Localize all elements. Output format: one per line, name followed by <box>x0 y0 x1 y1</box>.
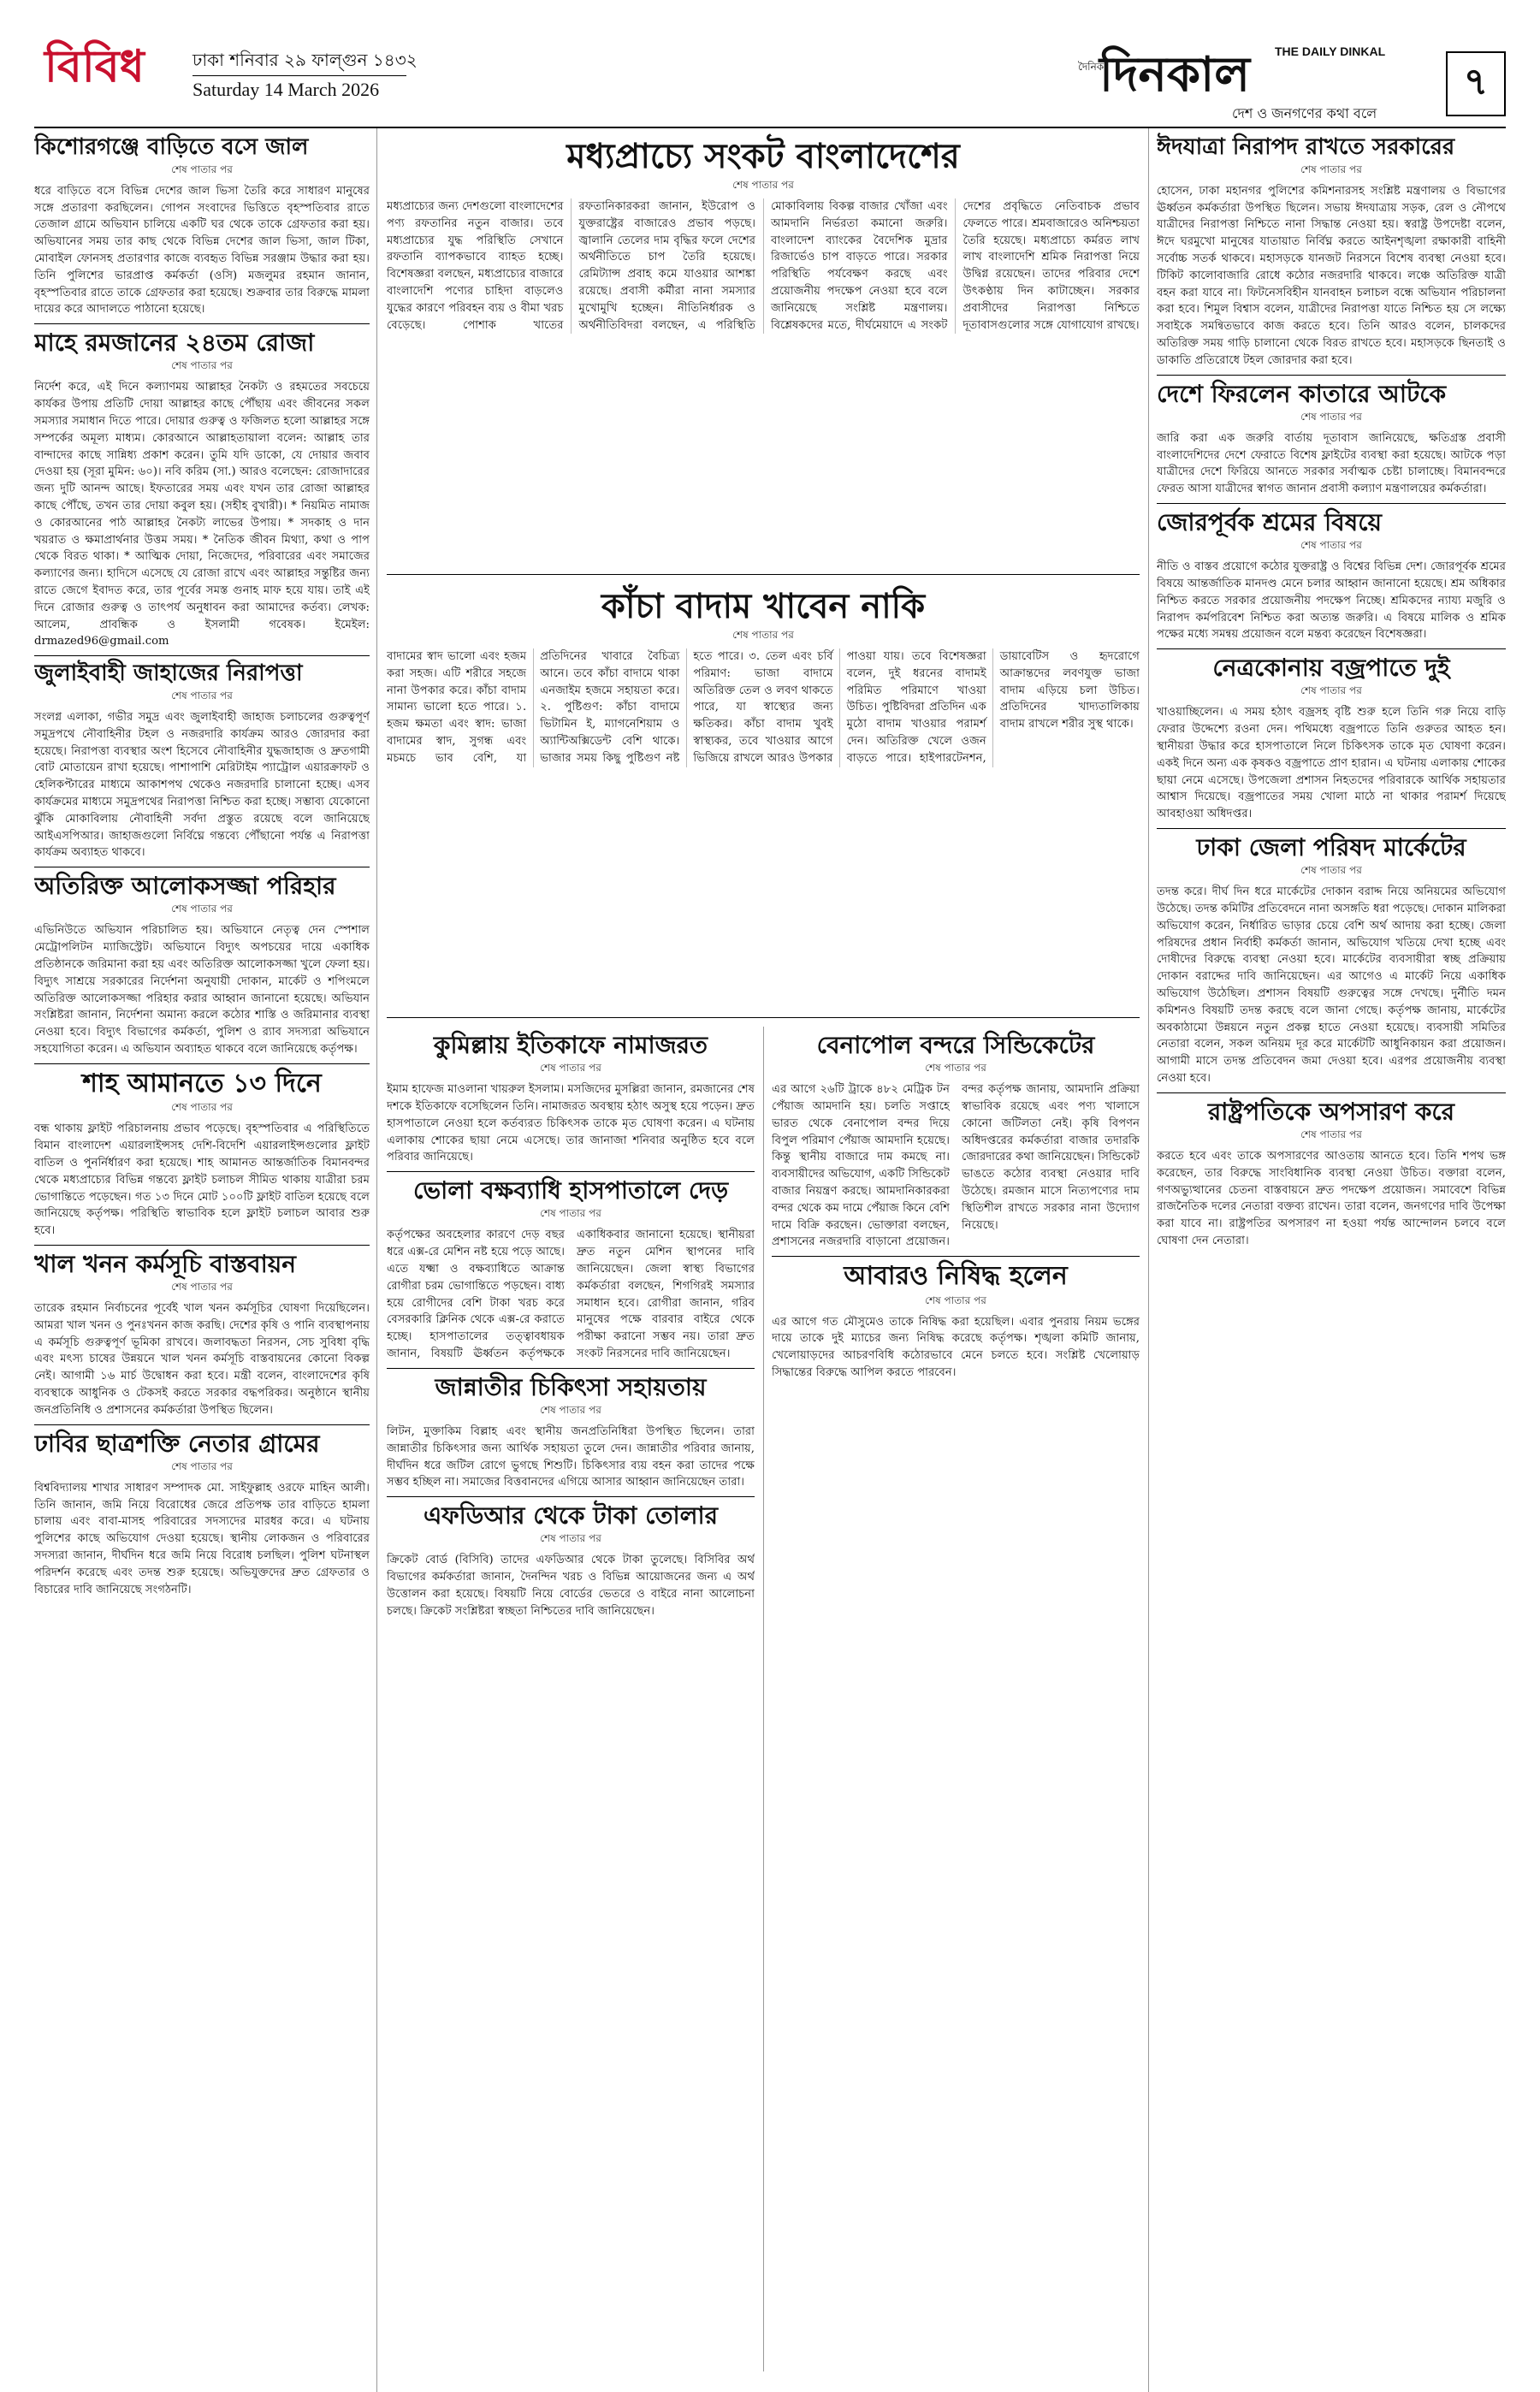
article-body: বন্ধ থাকায় ফ্লাইট পরিচালনায় প্রভাব পড়েছে। বৃহস্পতিবার এ পরিস্থিতিতে বিমান বাংলাদেশ এয়ারলাইন্সসহ দেশি-বিদেশি এয়ারলাইন্সগুলোর ফ্লাইট বাতিল ও পুনর্নির্ধারণ করা হয়েছে। শাহ আমানত আন্তর্জাতিক বিমানবন্দর থেকে মধ্যপ্রাচ্যের বিভিন্ন গন্তব্যে ফ্লাইট চলাচল সীমিত থাকায় যাত্রীরা চরম ভোগান্তিতে পড়েছেন। গত ১৩ দিনে মোট ১০০টি ফ্লাইট বাতিল হয়েছে বলে জানিয়েছে কর্তৃপক্ষ। পরিস্থিতি স্বাভাবিক হলে ফ্লাইট চলাচল আবার শুরু হবে। <box>34 1122 370 1238</box>
byline: শেষ পাতার পর <box>171 1459 233 1472</box>
headline: দেশে ফিরলেন কাতারে আটকে <box>1157 379 1447 408</box>
date-bengali: ঢাকা শনিবার ২৯ ফাল্গুন ১৪৩২ <box>192 50 418 70</box>
article-body: এর আগে গত মৌসুমেও তাকে নিষিদ্ধ করা হয়েছিল। এবার পুনরায় নিয়ম ভঙ্গের দায়ে তাকে দুই ম্যাচের জন্য নিষিদ্ধ করেছে কর্তৃপক্ষ। শৃঙ্খলা কমিটি জানায়, খেলোয়াড়দের আচরণবিধি কঠোরভাবে মেনে চলতে হবে। সংশ্লিষ্ট খেলোয়াড় সিদ্ধান্তের বিরুদ্ধে আপিল করতে পারবেন। <box>772 1315 1140 1380</box>
article-body: হোসেন, ঢাকা মহানগর পুলিশের কমিশনারসহ সংশ্লিষ্ট মন্ত্রণালয় ও বিভাগের ঊর্ধ্বতন কর্মকর্তারা উপস্থিত ছিলেন। সভায় ঈদযাত্রায় সড়ক, রেল ও নৌপথে যাত্রীদের নিরাপত্তা নিশ্চিতে নানা সিদ্ধান্ত নেওয়া হয়। স্বরাষ্ট্র উপদেষ্টা বলেন, ঈদে ঘরমুখো মানুষের যাতায়াত নির্বিঘ্ন করতে আইনশৃঙ্খলা রক্ষাকারী বাহিনী সর্বোচ্চ সতর্ক থাকবে। মহাসড়কে যানজট নিরসনে বিশেষ ব্যবস্থা নেওয়া হবে। টিকিট কালোবাজারি রোধে কঠোর নজরদারি থাকবে। লঞ্চে অতিরিক্ত যাত্রী বহন করা যাবে না। ফিটনেসবিহীন যানবাহন চলাচল বন্ধে অভিযান পরিচালনা করা হবে। শিমুল বিশ্বাস বলেন, যাত্রীদের নিরাপত্তা যাতে নিশ্চিত হয় সে লক্ষ্যে সবাইকে সমন্বিতভাবে কাজ করতে হবে। তিনি আরও বলেন, চালকদের অতিরিক্ত সময় গাড়ি চালানো থেকে বিরত রাখতে হবে। মহাসড়কে ছিনতাই ও ডাকাতি প্রতিরোধে টহল জোরদার করা হবে। <box>1157 184 1506 367</box>
byline: শেষ পাতার পর <box>171 163 233 175</box>
headline: খাল খনন কর্মসূচি বাস্তবায়ন <box>34 1249 296 1278</box>
page-number-box <box>1446 51 1506 116</box>
article-body: লিটন, মুক্তাকিম বিল্লাহ এবং স্থানীয় জনপ্রতিনিধিরা উপস্থিত ছিলেন। তারা জান্নাতীর চিকিৎসার জন্য আর্থিক সহায়তা তুলে দেন। জান্নাতীর পরিবার জানায়, দীর্ঘদিন ধরে জটিল রোগে ভুগছে শিশুটি। চিকিৎসার ব্যয় বহন করা তাদের পক্ষে সম্ভব হচ্ছিল না। সমাজের বিত্তবানদের এগিয়ে আসার আহ্বান জানিয়েছেন তারা। <box>387 1424 755 1489</box>
byline: শেষ পাতার পর <box>1300 684 1362 697</box>
article-fdr <box>387 1502 755 1619</box>
article-netrokona <box>1157 654 1506 829</box>
article-body: করতে হবে এবং তাকে অপসারণের আওতায় আনতে হবে। তিনি শপথ ভঙ্গ করেছেন, তার বিরুদ্ধে সাংবিধানিক ব্যবস্থা নেওয়া উচিত। বক্তারা বলেন, গণঅভ্যুত্থানের চেতনা বাস্তবায়নে দ্রুত পদক্ষেপ প্রয়োজন। সমাবেশে বিভিন্ন রাজনৈতিক দলের নেতারা বক্তব্য রাখেন। তারা বলেন, জনগণের দাবি উপেক্ষা করা যাবে না। রাষ্ট্রপতির অপসারণ না হওয়া পর্যন্ত আন্দোলন চলবে বলে ঘোষণা দেন নেতারা। <box>1157 1149 1506 1247</box>
paper-small-label: দৈনিক <box>1078 61 1105 73</box>
byline: শেষ পাতার পর <box>1300 539 1362 552</box>
section-label: বিবিধ <box>44 41 145 92</box>
article-body: ইমাম হাফেজ মাওলানা খায়রুল ইসলাম। মসজিদের মুসল্লিরা জানান, রমজানের শেষ দশকে ইতিকাফে বসেছিলেন তিনি। নামাজরত অবস্থায় হঠাৎ অসুস্থ হয়ে পড়েন। দ্রুত হাসপাতালে নেওয়া হলে কর্তব্যরত চিকিৎসক তাকে মৃত ঘোষণা করেন। এ ঘটনায় এলাকায় শোকের ছায়া নেমে এসেছে। তার জানাজা শনিবার অনুষ্ঠিত হবে বলে পরিবার জানিয়েছে। <box>387 1083 755 1164</box>
headline: জোরপূর্বক শ্রমের বিষয়ে <box>1157 508 1382 537</box>
byline: শেষ পাতার পর <box>1300 1128 1362 1140</box>
article-shah-amanat <box>34 1069 370 1246</box>
article-body: খাওয়াচ্ছিলেন। এ সময় হঠাৎ বজ্রসহ বৃষ্টি শুরু হলে তিনি গরু নিয়ে বাড়ি ফেরার উদ্দেশ্যে রওনা দেন। পথিমধ্যে বজ্রপাতে তিনি গুরুতর আহত হন। স্থানীয়রা উদ্ধার করে হাসপাতালে নিলে চিকিৎসক তাকে মৃত ঘোষণা করেন। একই দিনে অন্য এক কৃষকও বজ্রপাতে প্রাণ হারান। এ ঘটনায় এলাকায় শোকের ছায়া নেমে এসেছে। উপজেলা প্রশাসন নিহতদের পরিবারকে আর্থিক সহায়তার আশ্বাস দিয়েছে। বজ্রপাতের সময় খোলা মাঠে না থাকার পরামর্শ দিয়েছে আবহাওয়া অধিদপ্তর। <box>1157 706 1506 821</box>
headline: মধ্যপ্রাচ্যে সংকট বাংলাদেশের <box>566 137 960 176</box>
byline: শেষ পাতার পর <box>540 1207 601 1220</box>
headline: এফডিআর থেকে টাকা তোলার <box>424 1501 718 1531</box>
article-canal <box>34 1251 370 1425</box>
article-kishoreganj <box>34 135 370 324</box>
headline: ঈদযাত্রা নিরাপদ রাখতে সরকারের <box>1157 134 1455 160</box>
byline: শেষ পাতার পর <box>540 1062 601 1075</box>
headline: মাহে রমজানের ২৪তম রোজা <box>34 329 315 358</box>
article-body: নীতি ও বাস্তব প্রয়োগে কঠোর যুক্তরাষ্ট্র ও বিশ্বের বিভিন্ন দেশ। জোরপূর্বক শ্রমের বিষয়ে আন্তর্জাতিক মানদণ্ড মেনে চলার আহ্বান জানানো হয়েছে। শ্রম অধিকার নিশ্চিত করতে সরকার প্রয়োজনীয় পদক্ষেপ নিচ্ছে। শ্রমিকদের ন্যায্য মজুরি ও নিরাপদ কর্মপরিবেশ নিশ্চিত করা অত্যন্ত জরুরি। এ বিষয়ে মালিক ও শ্রমিক পক্ষের মধ্যে সমন্বয় প্রয়োজন বলে মন্তব্য করেছেন বিশেষজ্ঞরা। <box>1157 560 1506 642</box>
headline: জান্নাতীর চিকিৎসা সহায়তায় <box>435 1372 707 1401</box>
headline: জুলাইবাহী জাহাজের নিরাপত্তা <box>34 660 303 687</box>
headline: শাহ আমানতে ১৩ দিনে <box>82 1068 322 1098</box>
byline: শেষ পাতার পর <box>1300 410 1362 423</box>
headline: কাঁচা বাদাম খাবেন নাকি <box>601 587 926 626</box>
article-dhaka-market <box>1157 834 1506 1093</box>
headline: কুমিল্লায় ইতিকাফে নামাজরত <box>433 1031 708 1059</box>
article-forced-labor <box>1157 509 1506 649</box>
headline: নেত্রকোনায় বজ্রপাতে দুই <box>1212 654 1450 683</box>
article-body: কর্তৃপক্ষের অবহেলার কারণে দেড় বছর ধরে এক্স-রে মেশিন নষ্ট হয়ে পড়ে আছে। এতে যক্ষ্মা ও বক্ষব্যাধিতে আক্রান্ত রোগীরা চরম ভোগান্তিতে পড়ছেন। বাধ্য হয়ে রোগীদের বেশি টাকা খরচ করে বেসরকারি ক্লিনিক থেকে এক্স-রে করাতে হচ্ছে। হাসপাতালের তত্ত্বাবধায়ক জানান, বিষয়টি ঊর্ধ্বতন কর্তৃপক্ষকে একাধিকবার জানানো হয়েছে। স্থানীয়রা দ্রুত নতুন মেশিন স্থাপনের দাবি জানিয়েছেন। জেলা স্বাস্থ্য বিভাগের কর্মকর্তারা বলছেন, শিগগিরই সমস্যার সমাধান হবে। রোগীরা জানান, গরিব মানুষের পক্ষে বারবার বাইরে থেকে পরীক্ষা করানো সম্ভব নয়। তারা দ্রুত সংকট নিরসনের দাবি জানিয়েছেন। <box>387 1229 755 1360</box>
center-right-column <box>772 1027 1140 2371</box>
article-jannati <box>387 1374 755 1497</box>
paper-logo: দিনকাল <box>1099 47 1251 103</box>
byline: শেষ পাতার পর <box>1300 163 1362 175</box>
byline: শেষ পাতার পর <box>171 690 233 702</box>
paper-tagline: দেশ ও জনগণের কথা বলে <box>1232 105 1377 121</box>
byline: শেষ পাতার পর <box>171 903 233 915</box>
article-benapole <box>772 1032 1140 1257</box>
page-number: ৭ <box>1463 59 1489 104</box>
article-body: এর আগে ২৬টি ট্রাকে ৪৮২ মেট্রিক টন পেঁয়াজ আমদানি হয়। চলতি সপ্তাহে ভারত থেকে বেনাপোল বন্দর দিয়ে বিপুল পরিমাণ পেঁয়াজ আমদানি হয়েছে। কিন্তু স্থানীয় বাজারে দাম কমছে না। ব্যবসায়ীদের অভিযোগ, একটি সিন্ডিকেট বাজার নিয়ন্ত্রণ করছে। আমদানিকারকরা বন্দর থেকে কম দামে পেঁয়াজ কিনে বেশি দামে বিক্রি করছেন। ভোক্তারা বলছেন, প্রশাসনের নজরদারি বাড়ানো প্রয়োজন। বন্দর কর্তৃপক্ষ জানায়, আমদানি প্রক্রিয়া স্বাভাবিক রয়েছে এবং পণ্য খালাসে কোনো জটিলতা নেই। কৃষি বিপণন অধিদপ্তরের কর্মকর্তারা বাজার তদারকি জোরদারের কথা জানিয়েছেন। সিন্ডিকেট ভাঙতে কঠোর ব্যবস্থা নেওয়ার দাবি উঠেছে। রমজান মাসে নিত্যপণ্যের দাম স্থিতিশীল রাখতে সরকার নানা উদ্যোগ নিয়েছে। <box>772 1083 1140 1249</box>
byline: শেষ পাতার পর <box>925 1062 986 1075</box>
headline: বেনাপোল বন্দরে সিন্ডিকেটের <box>816 1031 1095 1059</box>
byline: শেষ পাতার পর <box>1300 864 1362 877</box>
article-banned <box>772 1262 1140 1382</box>
center-badam <box>387 582 1140 1018</box>
byline: শেষ পাতার পর <box>171 359 233 372</box>
byline: শেষ পাতার পর <box>732 629 794 641</box>
headline: কিশোরগঞ্জে বাড়িতে বসে জাল <box>34 134 309 160</box>
headline: রাষ্ট্রপতিকে অপসারণ করে <box>1207 1097 1455 1126</box>
article-ramadan-24 <box>34 329 370 656</box>
byline: শেষ পাতার পর <box>732 179 794 191</box>
center-left-column <box>387 1027 755 2371</box>
right-column <box>1157 130 1506 2371</box>
byline: শেষ পাতার পর <box>925 1294 986 1306</box>
article-body: জারি করা এক জরুরি বার্তায় দূতাবাস জানিয়েছে, ক্ষতিগ্রস্ত প্রবাসী বাংলাদেশিদের দেশে ফেরাতে বিশেষ ফ্লাইটের ব্যবস্থা করা হয়েছে। আটকে পড়া যাত্রীদের দেশে ফিরিয়ে আনতে সরকার সর্বাত্মক চেষ্টা চালাচ্ছে। বিমানবন্দরে ফেরত আসা যাত্রীদের স্বাগত জানান প্রবাসী কল্যাণ মন্ত্রণালয়ের কর্মকর্তারা। <box>1157 431 1506 496</box>
article-body: বাদামের স্বাদ ভালো এবং হজম করা সহজ। এটি শরীরে সহজে নানা উপকার করে। কাঁচা বাদাম সামান্য ভালো হতে পারে। ১. হজম ক্ষমতা এবং স্বাদ: ভাজা বাদামের স্বাদ, সুগন্ধ এবং মচমচে ভাব বেশি, যা প্রতিদিনের খাবারে বৈচিত্র্য আনে। তবে কাঁচা বাদামে থাকা এনজাইম হজমে সহায়তা করে। ২. পুষ্টিগুণ: কাঁচা বাদামে ভিটামিন ই, ম্যাগনেশিয়াম ও অ্যান্টিঅক্সিডেন্ট বেশি থাকে। ভাজার সময় কিছু পুষ্টিগুণ নষ্ট হতে পারে। ৩. তেল এবং চর্বি পরিমাণ: ভাজা বাদামে অতিরিক্ত তেল ও লবণ থাকতে পারে, যা স্বাস্থ্যের জন্য ক্ষতিকর। কাঁচা বাদাম খুবই স্বাস্থ্যকর, তবে খাওয়ার আগে ভিজিয়ে রাখলে আরও উপকার পাওয়া যায়। তবে বিশেষজ্ঞরা বলেন, দুই ধরনের বাদামই পরিমিত পরিমাণে খাওয়া উচিত। পুষ্টিবিদরা প্রতিদিন এক মুঠো বাদাম খাওয়ার পরামর্শ দেন। অতিরিক্ত খেলে ওজন বাড়তে পারে। হাইপারটেনশন, ডায়াবেটিস ও হৃদরোগে আক্রান্তদের লবণযুক্ত ভাজা বাদাম এড়িয়ে চলা উচিত। প্রতিদিনের খাদ্যতালিকায় বাদাম রাখলে শরীর সুস্থ থাকে। <box>387 650 1140 765</box>
article-body: সংলগ্ন এলাকা, গভীর সমুদ্র এবং জুলাইবাহী জাহাজ চলাচলের গুরুত্বপূর্ণ সমুদ্রপথে নৌবাহিনীর টহল ও নজরদারি কার্যক্রম আরও জোরদার করা হয়েছে। নিরাপত্তা ব্যবস্থার অংশ হিসেবে নৌবাহিনীর যুদ্ধজাহাজ ও দ্রুতগামী বোট মোতায়েন রাখা হয়েছে। পাশাপাশি মেরিটাইম প্যাট্রোল এয়ারক্রাফট ও হেলিকপ্টারের মাধ্যমে আকাশপথ থেকেও নজরদারি চালানো হচ্ছে। এসব কার্যক্রমের মাধ্যমে সমুদ্রপথের নিরাপত্তা নিশ্চিত করা হচ্ছে। সম্ভাব্য যেকোনো ঝুঁকি মোকাবিলায় নৌবাহিনী সর্বদা প্রস্তুত রয়েছে বলে জানিয়েছে আইএসপিআর। জাহাজগুলো নির্বিঘ্নে গন্তব্যে পৌঁছানো পর্যন্ত এ নিরাপত্তা কার্যক্রম অব্যাহত থাকবে। <box>34 711 370 860</box>
article-du-leader <box>34 1430 370 1599</box>
headline: আবারও নিষিদ্ধ হলেন <box>844 1261 1068 1292</box>
paper-english-name: THE DAILY DINKAL <box>1275 44 1386 58</box>
date-english: Saturday 14 March 2026 <box>192 79 380 100</box>
article-lighting <box>34 873 370 1064</box>
headline: অতিরিক্ত আলোকসজ্জা পরিহার <box>34 872 336 901</box>
article-body: এভিনিউতে অভিযান পরিচালিত হয়। অভিযানে নেতৃত্ব দেন স্পেশাল মেট্রোপলিটন ম্যাজিস্ট্রেট। অভিযানে বিদ্যুৎ অপচয়ের দায়ে একাধিক প্রতিষ্ঠানকে জরিমানা করা হয় এবং অতিরিক্ত আলোকসজ্জা খুলে ফেলা হয়। বিদ্যুৎ সাশ্রয়ে সরকারের নির্দেশনা অনুযায়ী দোকান, মার্কেট ও শপিংমলে অতিরিক্ত আলোকসজ্জা পরিহার করার আহ্বান জানানো হয়েছে। অভিযান সংশ্লিষ্টরা জানান, নির্দেশনা অমান্য করলে কঠোর শাস্তি ও জরিমানার ব্যবস্থা নেওয়া হবে। বিদ্যুৎ বিভাগের কর্মকর্তা, পুলিশ ও র‍্যাব সদস্যরা অভিযানে সহযোগিতা করেন। এ অভিযান অব্যাহত থাকবে বলে জানিয়েছে কর্তৃপক্ষ। <box>34 924 370 1057</box>
article-body: বিশ্ববিদ্যালয় শাখার সাধারণ সম্পাদক মো. সাইফুল্লাহ ওরফে মাহিন আলী। তিনি জানান, জমি নিয়ে বিরোধের জেরে প্রতিপক্ষ তার বাড়িতে হামলা চালায় এবং বাবা-মাসহ পরিবারের সদস্যদের মারধর করে। এ ঘটনায় পুলিশের কাছে অভিযোগ দেওয়া হয়েছে। স্থানীয় লোকজন ও পরিবারের সদস্যরা জানান, দীর্ঘদিন ধরে জমি নিয়ে বিরোধ চলছিল। পুলিশ ঘটনাস্থল পরিদর্শন করেছে এবং তদন্ত শুরু হয়েছে। অভিযুক্তদের দ্রুত গ্রেফতার ও বিচারের দাবি জানিয়েছে সংগঠনটি। <box>34 1481 370 1596</box>
byline: শেষ পাতার পর <box>171 1101 233 1114</box>
article-body: মধ্যপ্রাচ্যের জন্য দেশগুলো বাংলাদেশের পণ্য রফতানির নতুন বাজার। তবে মধ্যপ্রাচ্যের যুদ্ধ পরিস্থিতি সেখানে রফতানি ব্যাপকভাবে ব্যাহত হচ্ছে। বিশেষজ্ঞরা বলছেন, মধ্যপ্রাচ্যের বাজারে বাংলাদেশি পণ্যের চাহিদা বাড়লেও যুদ্ধের কারণে পরিবহন ব্যয় ও বীমা খরচ বেড়েছে। পোশাক খাতের রফতানিকারকরা জানান, ইউরোপ ও যুক্তরাষ্ট্রের বাজারেও প্রভাব পড়ছে। জ্বালানি তেলের দাম বৃদ্ধির ফলে দেশের অর্থনীতিতে চাপ তৈরি হয়েছে। রেমিট্যান্স প্রবাহ কমে যাওয়ার আশঙ্কা রয়েছে। প্রবাসী কর্মীরা নানা সমস্যার মুখোমুখি হচ্ছেন। নীতিনির্ধারক ও অর্থনীতিবিদরা বলছেন, এ পরিস্থিতি মোকাবিলায় বিকল্প বাজার খোঁজা এবং আমদানি নির্ভরতা কমানো জরুরি। বাংলাদেশ ব্যাংকের বৈদেশিক মুদ্রার রিজার্ভেও চাপ বাড়তে পারে। সরকার পরিস্থিতি পর্যবেক্ষণ করছে এবং প্রয়োজনীয় পদক্ষেপ নেওয়া হবে বলে জানিয়েছে সংশ্লিষ্ট মন্ত্রণালয়। বিশ্লেষকদের মতে, দীর্ঘমেয়াদে এ সংকট দেশের প্রবৃদ্ধিতে নেতিবাচক প্রভাব ফেলতে পারে। শ্রমবাজারেও অনিশ্চয়তা তৈরি হয়েছে। মধ্যপ্রাচ্যে কর্মরত লাখ লাখ বাংলাদেশি শ্রমিক নিরাপত্তা নিয়ে উদ্বিগ্ন রয়েছেন। তাদের পরিবার দেশে উৎকণ্ঠায় দিন কাটাচ্ছেন। সরকার প্রবাসীদের নিরাপত্তা নিশ্চিতে দূতাবাসগুলোর সঙ্গে যোগাযোগ রাখছে। <box>387 200 1140 332</box>
article-body: ক্রিকেট বোর্ড (বিসিবি) তাদের এফডিআর থেকে টাকা তুলেছে। বিসিবির অর্থ বিভাগের কর্মকর্তারা জানান, দৈনন্দিন খরচ ও বিভিন্ন আয়োজনের জন্য এ অর্থ উত্তোলন করা হয়েছে। বিষয়টি নিয়ে বোর্ডের ভেতরে ও বাইরে নানা আলোচনা চলছে। ক্রিকেট সংশ্লিষ্টরা স্বচ্ছতা নিশ্চিতের দাবি জানিয়েছেন। <box>387 1554 755 1618</box>
left-column <box>34 130 370 2371</box>
headline: ভোলা বক্ষব্যাধি হাসপাতালে দেড় <box>412 1176 729 1205</box>
article-president <box>1157 1098 1506 1250</box>
article-comilla <box>387 1032 755 1172</box>
article-bhola <box>387 1177 755 1369</box>
byline: শেষ পাতার পর <box>540 1532 601 1545</box>
article-body: তদন্ত করে। দীর্ঘ দিন ধরে মার্কেটের দোকান বরাদ্দ নিয়ে অনিয়মের অভিযোগ উঠেছে। তদন্ত কমিটির প্রতিবেদনে নানা অসঙ্গতি ধরা পড়েছে। দোকান মালিকরা অভিযোগ করেন, নির্ধারিত ভাড়ার চেয়ে বেশি অর্থ আদায় করা হচ্ছে। জেলা পরিষদের প্রধান নির্বাহী কর্মকর্তা জানান, অভিযোগ খতিয়ে দেখা হচ্ছে এবং দোষীদের বিরুদ্ধে ব্যবস্থা নেওয়া হবে। মার্কেটের ব্যবসায়ীরা স্বচ্ছ প্রক্রিয়ায় দোকান বরাদ্দের দাবি জানিয়েছেন। এর আগেও এ মার্কেট নিয়ে একাধিক অভিযোগ উঠেছিল। প্রশাসন বিষয়টি গুরুত্বের সঙ্গে দেখছে। দুর্নীতি দমন কমিশনও বিষয়টি তদন্ত করছে বলে জানা গেছে। কর্তৃপক্ষ জানায়, মার্কেটের অবকাঠামো উন্নয়নে নতুন প্রকল্প হাতে নেওয়া হয়েছে। ব্যবসায়ী সমিতির নেতারা বলেন, সকল অনিয়ম দূর করে মার্কেটটি আধুনিকায়ন করা প্রয়োজন। আগামী মাসে তদন্ত প্রতিবেদন জমা দেওয়া হবে। এরপর প্রয়োজনীয় ব্যবস্থা নেওয়া হবে। <box>1157 885 1506 1085</box>
article-eid-travel <box>1157 135 1506 376</box>
headline: ঢাকা জেলা পরিষদ মার্কেটের <box>1196 832 1466 861</box>
byline: শেষ পাতার পর <box>540 1403 601 1416</box>
center-top <box>387 130 1140 575</box>
masthead <box>34 41 1506 128</box>
headline: ঢাবির ছাত্রশক্তি নেতার গ্রামের <box>34 1429 320 1458</box>
article-qatar <box>1157 381 1506 504</box>
article-body: তারেক রহমান নির্বাচনের পূর্বেই খাল খনন কর্মসূচির ঘোষণা দিয়েছিলেন। আমরা খাল খনন ও পুনঃখনন কাজ করছি। দেশের কৃষি ও পানি ব্যবস্থাপনায় এ কর্মসূচি গুরুত্বপূর্ণ ভূমিকা রাখবে। জলাবদ্ধতা নিরসন, সেচ সুবিধা বৃদ্ধি এবং মৎস্য চাষের উন্নয়নে খাল খনন কর্মসূচি বাস্তবায়নের কোনো বিকল্প নেই। আগামী ১৬ মার্চ উদ্বোধন করা হবে। মন্ত্রী বলেন, বাংলাদেশের কৃষি ব্যবস্থাকে আধুনিক ও টেকসই করতে সরকার বদ্ধপরিকর। অনুষ্ঠানে স্থানীয় জনপ্রতিনিধি ও প্রশাসনের কর্মকর্তারা উপস্থিত ছিলেন। <box>34 1302 370 1417</box>
article-body: ধরে বাড়িতে বসে বিভিন্ন দেশের জাল ভিসা তৈরি করে সাধারণ মানুষের সঙ্গে প্রতারণা করছিলেন। গোপন সংবাদের ভিত্তিতে বৃহস্পতিবার রাতে তেজাল গ্রামে অভিযান চালিয়ে একটি ঘর থেকে তাকে গ্রেফতার করা হয়। অভিযানের সময় তার কাছ থেকে বিভিন্ন দেশের জাল ভিসা, জাল টিকা, মোবাইল ফোনসহ প্রতারণার কাজে ব্যবহৃত বিভিন্ন সরঞ্জাম উদ্ধার করা হয়। তিনি পুলিশের ভারপ্রাপ্ত কর্মকর্তা (ওসি) মজলুমর রহমান জানান, বৃহস্পতিবার রাতে তাকে গ্রেফতার করা হয়েছে। শুক্রবার তার বিরুদ্ধে মামলা দায়ের করে আদালতে পাঠানো হয়েছে। <box>34 184 370 317</box>
article-ship-security <box>34 661 370 867</box>
article-body: নির্দেশ করে, এই দিনে কল্যাণময় আল্লাহর নৈকট্য ও রহমতের সবচেয়ে কার্যকর উপায় প্রতিটি দোয়া আল্লাহর কাছে পৌঁছায় এবং জীবনের সকল সমস্যার সমাধান দিতে পারে। দোয়ার গুরুত্ব ও ফজিলত হলো আল্লাহর সঙ্গে সম্পর্কের অমূল্য মাধ্যম। কোরআনে আল্লাহতায়ালা বলেন: আল্লাহ তার বান্দাদের কাছে সান্নিধ্য প্রকাশ করেন। তুমি যদি ডাকো, যে দোয়ার জবাব দেওয়া হয় (সূরা মুমিন: ৬০)। নবি করিম (সা.) আরও বলেছেন: রোজাদারের জন্য দুটি আনন্দ আছে। ইফতারের সময় এবং যখন তার রোজা আল্লাহর কাছে পৌঁছে, তখন তার দোয়া কবুল হয়। (সহীহ বুখারী)। * নিয়মিত নামাজ ও কোরআনের পাঠ আল্লাহর নৈকট্য লাভের উপায়। * সদকাহ ও দান খয়রাত ও ক্ষমাপ্রার্থনার উত্তম সময়। * নৈতিক জীবন মিথ্যা, কথা ও পাপ থেকে বিরত থাকা। * আত্মিক দোয়া, নিজেদের, পরিবারের এবং সমাজের কল্যাণের জন্য। হাদিসে এসেছে যে রোজা রাখে এবং আল্লাহর সন্তুষ্টির জন্য রাতে জেগে ইবাদত করে, তার পূর্বের সমস্ত গুনাহ মাফ হয়ে যায়। তাই এই দিনে রোজার গুরুত্ব ও তাৎপর্য অনুধাবন করা আমাদের কর্তব্য। লেখক: আলেম, প্রাবন্ধিক ও ইসলামী গবেষক। ইমেইল: drmazed96@gmail.com <box>34 381 370 648</box>
byline: শেষ পাতার পর <box>171 1281 233 1294</box>
